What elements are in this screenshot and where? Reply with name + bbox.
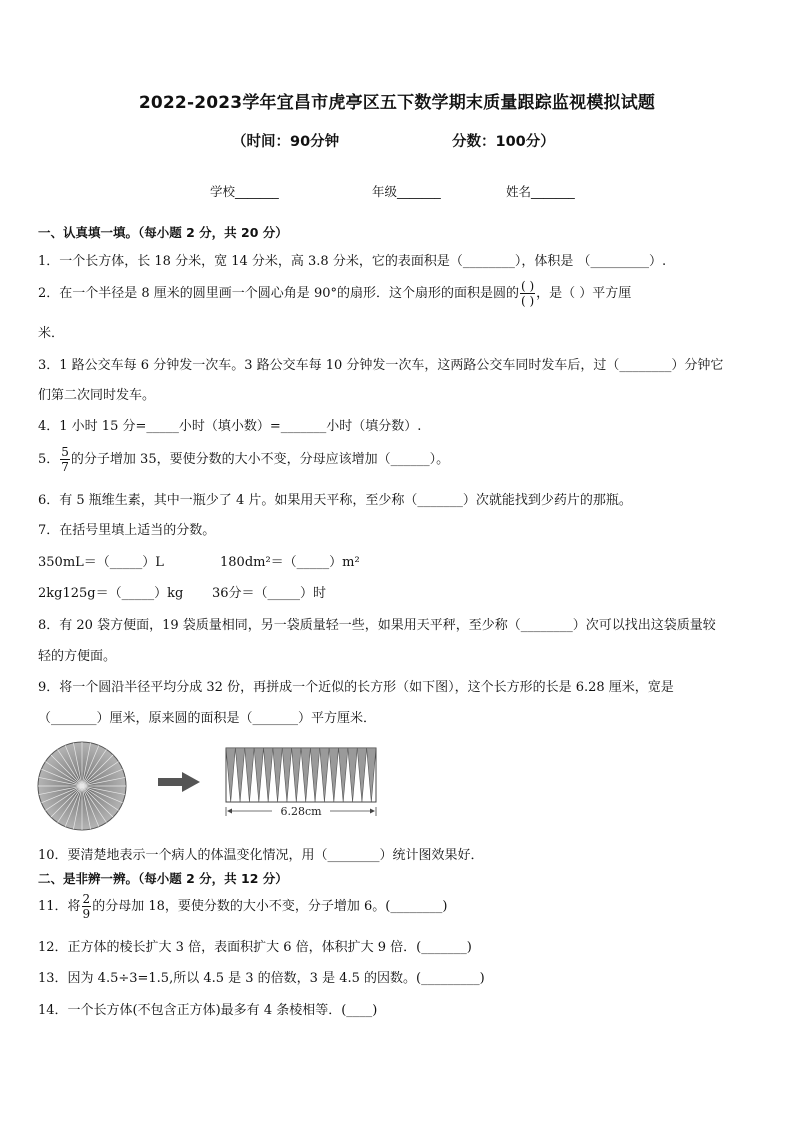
question-2-continued: 米．: [38, 326, 65, 341]
question-7c: 2kg125g＝（_____）kg: [38, 586, 184, 601]
question-9: 9．将一个圆沿半径平均分成 32 份，再拼成一个近似的长方形（如下图），这个长方形的长是 6.28 厘米，宽是: [38, 680, 674, 695]
question-6: 6．有 5 瓶维生素，其中一瓶少了 4 片。如果用天平称，至少称（_______）次就能找到少药片的那瓶。: [38, 493, 632, 508]
question-2-text: 2．在一个半径是 8 厘米的圆里画一个圆心角是 90°的扇形．这个扇形的面积是圆的: [38, 286, 519, 301]
question-7: 7．在括号里填上适当的分数。: [38, 523, 216, 538]
name-field: 姓名_______: [506, 184, 575, 199]
section-2-heading: 二、是非辨一辨。（每小题 2 分，共 12 分）: [38, 871, 288, 886]
question-12: 12．正方体的棱长扩大 3 倍，表面积扩大 6 倍，体积扩大 9 倍．(_______): [38, 940, 472, 955]
fraction-denominator: 7: [61, 460, 69, 474]
question-8-continued: 轻的方便面。: [38, 649, 117, 664]
page-title: 2022-2023学年宜昌市虎亭区五下数学期末质量跟踪监视模拟试题: [138, 93, 656, 113]
arrow-icon: [158, 772, 200, 792]
fraction-numerator: ( ): [520, 279, 535, 293]
question-2-text-b: ，是（ ）平方厘: [536, 286, 632, 301]
question-3: 3．1 路公交车每 6 分钟发一次车。3 路公交车每 10 分钟发一次车，这两路公交车同时发车后，过（________）分钟它: [38, 358, 724, 373]
question-1: 1．一个长方体，长 18 分米，宽 14 分米，高 3.8 分米，它的表面积是（________），体积是 （_________）.: [38, 254, 667, 269]
fraction-numerator: 5: [61, 445, 69, 459]
fraction-denominator: ( ): [520, 294, 535, 308]
question-2: [38, 278, 631, 310]
question-4: 4．1 小时 15 分=_____小时（填小数）=_______小时（填分数）.: [38, 419, 422, 434]
score-label: 分数：100分）: [452, 134, 555, 150]
fraction-numerator: 2: [82, 892, 91, 906]
section-1-heading: 一、认真填一填。（每小题 2 分，共 20 分）: [38, 225, 288, 240]
question-10: 10．要清楚地表示一个病人的体温变化情况，用（________）统计图效果好．: [38, 848, 484, 863]
question-5: [38, 442, 449, 478]
circle-to-rectangle-figure: [36, 740, 396, 832]
question-7b: 180dm²＝（_____）m²: [220, 555, 360, 570]
question-5-text: 的分子增加 35，要使分数的大小不变，分母应该增加（______）。: [70, 452, 450, 467]
time-label: （时间：90分钟: [232, 134, 340, 150]
fraction: [82, 893, 92, 920]
question-13: 13．因为 4.5÷3=1.5,所以 4.5 是 3 的倍数，3 是 4.5 的因数。(_________): [38, 971, 485, 986]
question-11-prefix: 11．将: [38, 899, 81, 914]
question-7a: 350mL＝（_____）L: [38, 555, 164, 570]
question-14: 14．一个长方体(不包含正方体)最多有 4 条棱相等．(____): [38, 1003, 378, 1018]
school-field: 学校_______: [210, 184, 279, 199]
grade-field: 年级_______: [372, 184, 441, 199]
question-9-continued: （_______）厘米，原来圆的面积是（_______）平方厘米．: [38, 711, 377, 726]
rectangle-of-sectors: [226, 748, 376, 802]
fraction-denominator: 9: [82, 907, 91, 921]
question-5-number: 5．: [38, 452, 60, 467]
question-7d: 36分＝（_____）时: [212, 586, 327, 601]
question-8: 8．有 20 袋方便面，19 袋质量相同，另一袋质量轻一些，如果用天平秤，至少称（________）次可以找出这袋质量较: [38, 618, 716, 633]
fraction: [60, 446, 70, 473]
question-11-text: 的分母加 18，要使分数的大小不变，分子增加 6。(________): [92, 899, 448, 914]
question-11: [38, 889, 447, 925]
question-3-continued: 们第二次同时发车。: [38, 388, 156, 403]
figure-length-label: 6.28cm: [280, 805, 322, 818]
fraction: [520, 280, 535, 307]
sector-circle: [38, 742, 126, 830]
